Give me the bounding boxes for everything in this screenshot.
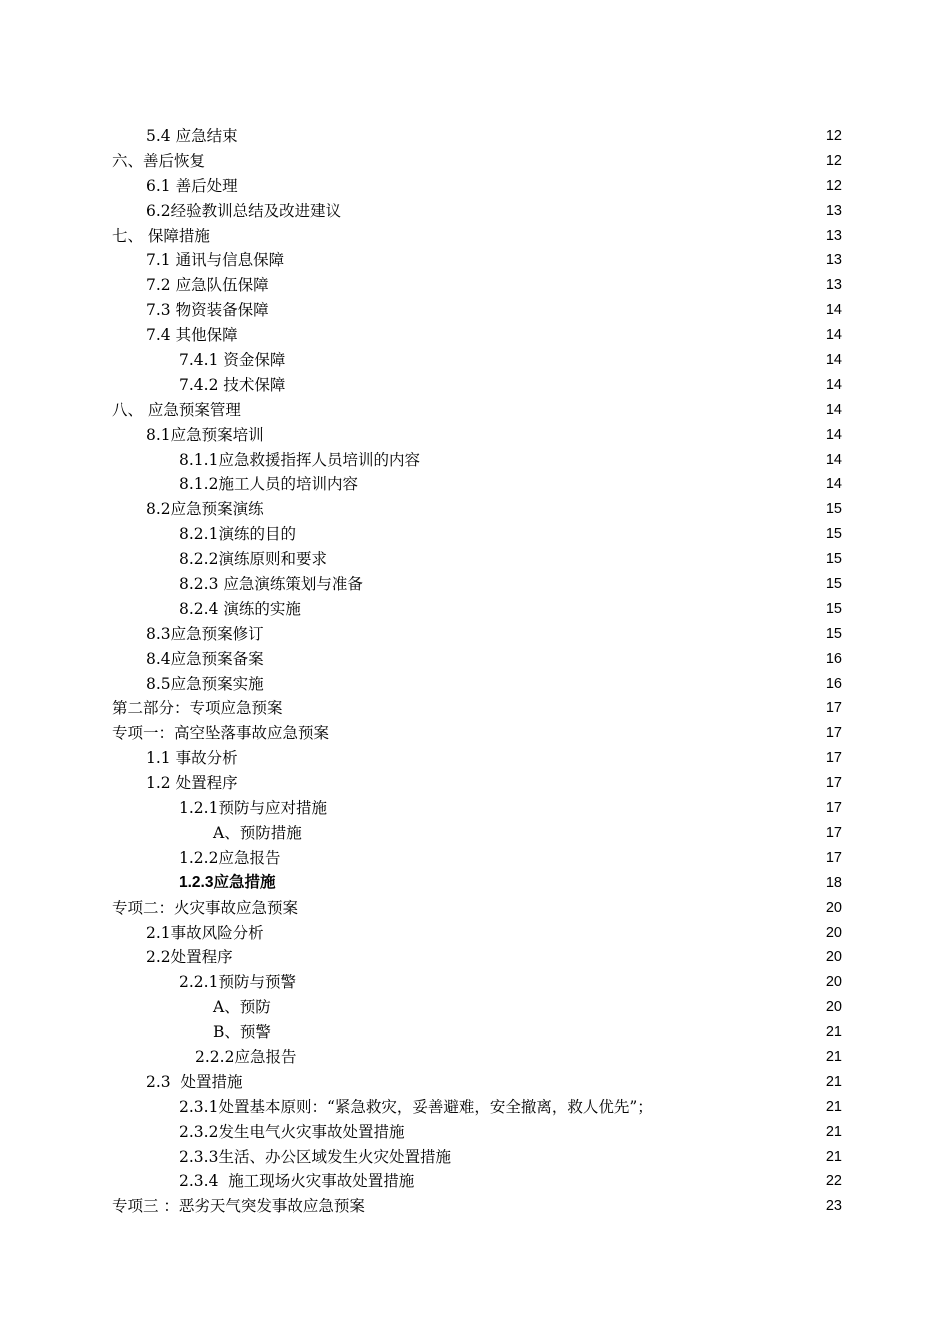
toc-entry[interactable] xyxy=(0,572,950,597)
toc-entry[interactable] xyxy=(0,273,950,298)
toc-entry[interactable] xyxy=(0,597,950,622)
toc-entry-title: 8.5应急预案实施 xyxy=(146,674,264,693)
toc-entry[interactable] xyxy=(0,224,950,249)
toc-entry-page-number: 17 xyxy=(825,725,842,742)
toc-entry[interactable] xyxy=(0,149,950,174)
toc-entry[interactable] xyxy=(0,1194,950,1219)
toc-entry-page-number: 15 xyxy=(825,551,842,568)
toc-entry[interactable] xyxy=(0,896,950,921)
toc-entry-page-number: 17 xyxy=(825,700,842,717)
toc-entry-title: 专项二：火灾事故应急预案 xyxy=(112,898,299,917)
toc-entry-page-number: 20 xyxy=(825,974,842,991)
toc-entry-title: 六、善后恢复 xyxy=(112,151,206,170)
toc-entry[interactable] xyxy=(0,1020,950,1045)
toc-entry-page-number: 21 xyxy=(825,1073,842,1090)
toc-entry[interactable] xyxy=(0,970,950,995)
toc-entry-page-number: 16 xyxy=(825,650,842,667)
toc-entry-page-number: 12 xyxy=(825,128,842,144)
toc-entry-title: 2.2.2应急报告 xyxy=(195,1047,297,1066)
toc-entry-title: 8.1.1应急救援指挥人员培训的内容 xyxy=(179,450,420,469)
toc-entry-title: 7.1 通讯与信息保障 xyxy=(146,251,285,270)
toc-entry-title: A、预防 xyxy=(213,998,271,1017)
toc-entry-page-number: 16 xyxy=(825,675,842,692)
toc-entry[interactable] xyxy=(0,622,950,647)
toc-entry[interactable] xyxy=(0,647,950,672)
toc-entry-title: 1.2.3应急措施 xyxy=(179,873,276,891)
toc-entry-page-number: 13 xyxy=(825,227,842,244)
toc-entry[interactable] xyxy=(0,945,950,970)
toc-entry-title: 8.2.2演练原则和要求 xyxy=(179,550,327,569)
toc-entry-title: 2.3 处置措施 xyxy=(146,1072,243,1091)
toc-entry[interactable] xyxy=(0,348,950,373)
toc-entry-page-number: 13 xyxy=(825,252,842,269)
toc-entry-page-number: 17 xyxy=(825,750,842,767)
toc-entry-page-number: 12 xyxy=(825,177,842,194)
toc-entry-page-number: 14 xyxy=(825,476,842,493)
toc-entry-title: 5.4 应急结束 xyxy=(146,127,238,145)
toc-entry-title: 8.1应急预案培训 xyxy=(146,425,264,444)
toc-entry[interactable] xyxy=(0,672,950,697)
toc-entry-page-number: 15 xyxy=(825,501,842,518)
toc-entry-title: 7.2 应急队伍保障 xyxy=(146,276,269,295)
toc-entry-title: 2.2处置程序 xyxy=(146,948,233,967)
toc-entry[interactable] xyxy=(0,174,950,199)
toc-entry[interactable] xyxy=(0,472,950,497)
toc-entry[interactable] xyxy=(0,1045,950,1070)
toc-entry[interactable] xyxy=(0,1070,950,1095)
toc-entry-title: 第二部分：专项应急预案 xyxy=(112,699,283,718)
toc-entry-title: 8.3应急预案修订 xyxy=(146,624,264,643)
toc-entry[interactable] xyxy=(0,448,950,473)
toc-entry[interactable] xyxy=(0,423,950,448)
toc-entry-title: 1.2 处置程序 xyxy=(146,774,238,793)
toc-entry-page-number: 21 xyxy=(825,1123,842,1140)
toc-entry-page-number: 14 xyxy=(825,426,842,443)
toc-entry-page-number: 12 xyxy=(825,152,842,169)
toc-entry[interactable] xyxy=(0,821,950,846)
toc-entry-page-number: 20 xyxy=(825,949,842,966)
toc-entry[interactable] xyxy=(0,871,950,896)
toc-entry[interactable] xyxy=(0,995,950,1020)
toc-entry-page-number: 20 xyxy=(825,999,842,1016)
toc-entry[interactable] xyxy=(0,1169,950,1194)
toc-entry-page-number: 13 xyxy=(825,202,842,219)
toc-entry-page-number: 21 xyxy=(825,1024,842,1041)
toc-entry[interactable] xyxy=(0,846,950,871)
toc-entry[interactable] xyxy=(0,796,950,821)
toc-entry-title: 八、 应急预案管理 xyxy=(112,400,241,419)
toc-entry-page-number: 23 xyxy=(825,1198,842,1215)
toc-entry[interactable] xyxy=(0,921,950,946)
toc-entry[interactable] xyxy=(0,373,950,398)
toc-entry-page-number: 14 xyxy=(825,376,842,393)
toc-entry-page-number: 14 xyxy=(825,401,842,418)
toc-entry-title: 8.1.2施工人员的培训内容 xyxy=(179,475,358,494)
toc-entry-title: 专项三 ：恶劣天气突发事故应急预案 xyxy=(112,1197,365,1216)
toc-entry-page-number: 13 xyxy=(825,277,842,294)
toc-entry-title: 7.4.1 资金保障 xyxy=(179,351,286,370)
toc-entry[interactable] xyxy=(0,696,950,721)
toc-entry[interactable] xyxy=(0,497,950,522)
toc-entry-title: 七、 保障措施 xyxy=(112,226,210,245)
toc-entry-page-number: 17 xyxy=(825,800,842,817)
toc-entry-title: 1.1 事故分析 xyxy=(146,749,238,768)
toc-entry[interactable] xyxy=(0,1145,950,1170)
toc-entry-page-number: 18 xyxy=(825,874,842,891)
toc-entry[interactable] xyxy=(0,124,950,149)
toc-entry-title: 2.3.1处置基本原则：“紧急救灾，妥善避难，安全撤离，救人优先”； xyxy=(179,1097,653,1116)
toc-entry[interactable] xyxy=(0,746,950,771)
toc-entry-page-number: 17 xyxy=(825,849,842,866)
toc-entry-page-number: 14 xyxy=(825,302,842,319)
toc-entry-title: 6.2经验教训总结及改进建议 xyxy=(146,201,342,220)
toc-entry-title: 8.2.1演练的目的 xyxy=(179,525,296,544)
toc-entry-title: 6.1 善后处理 xyxy=(146,176,238,195)
toc-entry[interactable] xyxy=(0,199,950,224)
toc-entry-title: 2.3.4 施工现场火灾事故处置措施 xyxy=(179,1172,415,1191)
toc-entry-title: 7.4.2 技术保障 xyxy=(179,375,286,394)
toc-entry-title: 7.4 其他保障 xyxy=(146,326,238,345)
toc-entry-page-number: 14 xyxy=(825,451,842,468)
toc-entry-title: B、预警 xyxy=(213,1023,271,1042)
toc-entry-title: 2.2.1预防与预警 xyxy=(179,973,296,992)
toc-entry[interactable] xyxy=(0,1095,950,1120)
toc-entry-title: 2.3.3生活、办公区域发生火灾处置措施 xyxy=(179,1147,451,1166)
toc-entry-page-number: 15 xyxy=(825,576,842,593)
toc-entry-page-number: 14 xyxy=(825,352,842,369)
toc-entry[interactable] xyxy=(0,771,950,796)
toc-entry-page-number: 15 xyxy=(825,526,842,543)
toc-entry[interactable] xyxy=(0,547,950,572)
toc-entry-title: 8.4应急预案备案 xyxy=(146,649,264,668)
toc-entry-page-number: 14 xyxy=(825,327,842,344)
toc-entry-title: 8.2.4 演练的实施 xyxy=(179,599,301,618)
toc-entry[interactable] xyxy=(0,398,950,423)
toc-entry-page-number: 17 xyxy=(825,824,842,841)
toc-entry[interactable] xyxy=(0,721,950,746)
toc-entry[interactable] xyxy=(0,298,950,323)
toc-entry[interactable] xyxy=(0,522,950,547)
toc-entry-page-number: 21 xyxy=(825,1098,842,1115)
toc-entry-title: 2.3.2发生电气火灾事故处置措施 xyxy=(179,1122,405,1141)
toc-entry-title: 8.2应急预案演练 xyxy=(146,500,264,519)
toc-entry-page-number: 22 xyxy=(825,1173,842,1190)
toc-entry-title: A、预防措施 xyxy=(213,823,302,842)
toc-entry[interactable] xyxy=(0,1120,950,1145)
toc-entry-page-number: 15 xyxy=(825,600,842,617)
toc-entry-title: 2.1事故风险分析 xyxy=(146,923,264,942)
toc-entry-title: 8.2.3 应急演练策划与准备 xyxy=(179,575,363,594)
toc-entry[interactable] xyxy=(0,248,950,273)
toc-entry[interactable] xyxy=(0,323,950,348)
toc-entry-page-number: 15 xyxy=(825,625,842,642)
toc-entry-title: 专项一：高空坠落事故应急预案 xyxy=(112,724,330,743)
toc-entry-page-number: 20 xyxy=(825,899,842,916)
toc-entry-title: 1.2.2应急报告 xyxy=(179,848,281,867)
toc-entry-title: 1.2.1预防与应对措施 xyxy=(179,799,327,818)
table-of-contents xyxy=(0,124,950,1219)
toc-entry-page-number: 21 xyxy=(825,1148,842,1165)
toc-entry-title: 7.3 物资装备保障 xyxy=(146,301,269,320)
toc-entry-page-number: 17 xyxy=(825,775,842,792)
toc-entry-page-number: 21 xyxy=(825,1048,842,1065)
toc-entry-page-number: 20 xyxy=(825,924,842,941)
